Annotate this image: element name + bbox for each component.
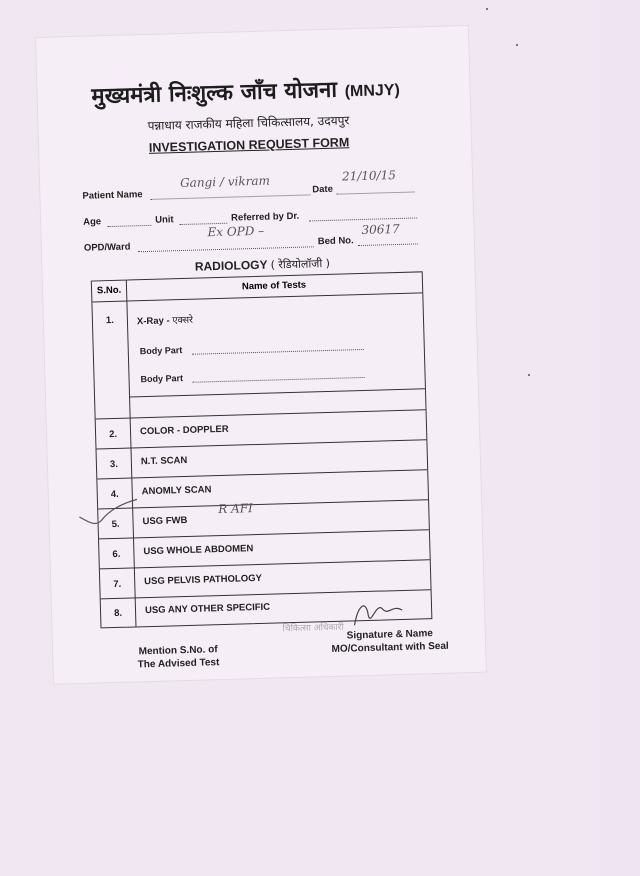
row-handwritten-note: R AFI: [218, 501, 254, 517]
scheme-title-hindi: मुख्यमंत्री निःशुल्क जाँच योजना: [91, 77, 338, 110]
row-sno: 1.: [105, 314, 115, 327]
paper-speck: [528, 374, 530, 376]
background-strip: [600, 0, 640, 876]
row-sno: 2.: [108, 428, 118, 441]
tick-mark: [75, 497, 146, 535]
row-test-name: USG PELVIS PATHOLOGY: [144, 572, 263, 588]
tests-table: [91, 271, 433, 628]
date-value: 21/10/15: [341, 168, 397, 184]
age-line: [107, 217, 151, 227]
signature-line-1: Signature & Name: [346, 628, 434, 642]
row-divider: [129, 388, 425, 397]
form-title: INVESTIGATION REQUEST FORM: [148, 135, 350, 155]
seal-stamp: चिकित्सा अधिकारी: [282, 622, 344, 635]
body-part-label: Body Part: [140, 373, 184, 385]
section-title: [172, 255, 352, 275]
mention-instruction: [123, 643, 234, 672]
opd-ward-line: [138, 238, 314, 252]
row-test-name: USG ANY OTHER SPECIFIC: [144, 601, 271, 617]
row-test-name: USG WHOLE ABDOMEN: [143, 543, 254, 558]
referred-by-label: Referred by Dr.: [230, 210, 300, 224]
row-sno: 8.: [113, 607, 123, 620]
bed-no-label: Bed No.: [317, 235, 354, 248]
row-sno: 3.: [109, 458, 119, 471]
table-row: [92, 292, 425, 419]
row-sno: 7.: [113, 578, 122, 591]
scheme-title: [85, 72, 406, 111]
investigation-form: [36, 26, 486, 684]
patient-name-label: Patient Name: [82, 189, 143, 202]
row-sno: 6.: [112, 548, 121, 561]
patient-name-value: Gangi / vikram: [179, 173, 271, 191]
bed-no-line: [358, 235, 418, 246]
section-title-english: RADIOLOGY: [194, 257, 268, 274]
section-title-hindi: ( रेडियोलॉजी ): [270, 256, 331, 272]
opd-ward-value: Ex OPD –: [207, 223, 265, 240]
date-line: [336, 183, 414, 194]
unit-line: [179, 215, 227, 225]
signature-line-2: MO/Consultant with Seal: [331, 640, 449, 655]
hospital-name: पन्नाधाय राजकीय महिला चिकित्सालय, उदयपुर: [147, 113, 350, 133]
unit-label: Unit: [154, 214, 174, 226]
body-part-label: Body Part: [139, 345, 183, 357]
row-sno: 4.: [110, 488, 119, 501]
row-test-name-english: X-Ray -: [136, 315, 173, 328]
body-part-line: [192, 342, 364, 355]
mention-line-1: Mention S.No. of: [138, 644, 218, 658]
column-sno: S.No.: [96, 284, 122, 297]
opd-ward-label: OPD/Ward: [83, 241, 131, 254]
bed-no-value: 30617: [361, 221, 400, 237]
row-test-name-hindi: एक्सरे: [172, 314, 194, 327]
row-test-name: USG FWB: [142, 514, 188, 528]
mention-line-2: The Advised Test: [137, 657, 220, 671]
row-test-name: [137, 313, 193, 328]
scheme-abbreviation: (MNJY): [344, 81, 401, 101]
body-part-line: [192, 370, 364, 383]
date-label: Date: [312, 183, 334, 196]
row-test-name: ANOMLY SCAN: [141, 484, 212, 498]
row-test-name: COLOR - DOPPLER: [139, 423, 229, 438]
paper-speck: [516, 44, 518, 46]
row-test-name: N.T. SCAN: [140, 454, 188, 468]
paper-speck: [486, 8, 488, 10]
signature-instruction: [315, 626, 466, 656]
column-name-of-tests: Name of Tests: [241, 279, 307, 293]
age-label: Age: [83, 216, 102, 228]
referred-by-line: [309, 209, 417, 221]
row-sno: 5.: [111, 518, 120, 531]
